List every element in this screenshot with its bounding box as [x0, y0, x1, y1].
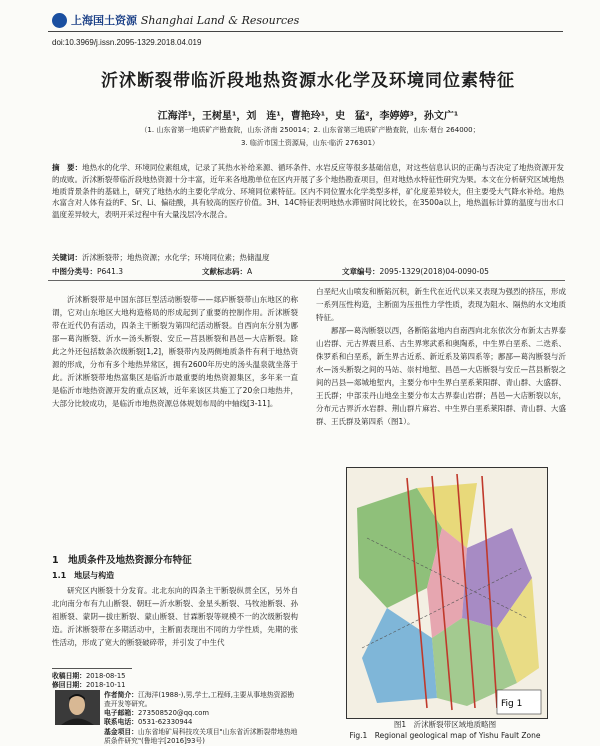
figure-caption-cn: 图1 沂沭断裂带区域地质略图 [393, 720, 497, 729]
intro-paragraph: 沂沭断裂带是中国东部巨型活动断裂带——郯庐断裂带山东地区的称谓，它对山东地区大地构造格局的形成起到了重要的控制作用。沂沭断裂带在近代仍有活动，四条主干断裂为第四纪活动断裂。自西向东分别为鄌郚—葛沟断裂、沂水—汤头断裂、安丘—莒县断裂和昌邑—大店断裂。除此之外还包括数条次级断裂[1,2]，断裂带内及两侧地质条件有利于地热资源的形成，分布有多个地热异常区，拥有2600年历史的汤头温泉就坐落于此。沂沭断裂带地热富集区是临沂市最重要的地热资源集区，多年来一直是临沂市地热资源开发的重点区域，近年来该区共施工了20余口地热井，大部分比较成功，是临沂市地热资源总体规划布局的中轴线[3-11]。 [52, 295, 298, 408]
footnote-rule [52, 668, 132, 669]
column-rule [48, 280, 565, 281]
doc-code-label: 文献标志码： [202, 267, 247, 276]
keywords-text: 沂沭断裂带；地热资源；水化学；环境同位素；热储温度 [82, 253, 270, 262]
author-list: 江海洋¹，王树星¹，刘 连¹，曹艳玲¹，史 猛²，李婷婷³，孙文广¹ [157, 111, 459, 122]
note-phone: 联系电话：0531-62330944 [104, 718, 193, 727]
doi[interactable]: doi:10.3969/j.issn.2095-1329.2018.04.019 [52, 38, 202, 47]
left-column-body [52, 584, 298, 649]
right-para-2: 鄌郚—葛沟断裂以西，各断陷盆地内自南西向北东依次分布新太古界泰山岩群、元古界震旦系、古生界寒武系和奥陶系，中生界白垩系、二迭系、侏罗系和白垩系，新生界古近系、新近系及第四系等；鄌郚—葛沟断裂与沂水—汤头断裂之间的马站、崇村地堑、昌邑—大店断裂与安丘—莒县断裂之间的吕县—郯城地堑内，主要分布中生界白垩系莱阳群、青山群、大盛群、王氏群；中部汞丹山地垒主要分布太古界泰山岩群；昌邑—大店断裂以东，分布元古界沂水岩群、荆山群片麻岩、中生界白垩系莱阳群、青山群、大盛群、王氏群及第四系（图1）。 [316, 326, 566, 426]
journal-name-en: Shanghai Land & Resources [140, 14, 300, 27]
abstract-text: 地热水的化学、环境同位素组成，记录了其热水补给来源、循环条件、水岩反应等很多基础信息，对这些信息认识的正确与否决定了地热资源开发的成败。沂沭断裂带临沂段地热资源十分丰富，近年来各地勘单位在区内开展了多个地热勘查项目，但对地热水特征性研究为果。本文在分析研究区域地热地质背景条件的基础上，研究了地热水的主要化学成分、环境同位素特征。区内不同位置水化学类型多样，矿化度差异较大，但主要受大气降水补给。地热水富含对人体有益的F、Sr、Li、偏硅酸，具有较高的医疗价值。3H、14C特征表明地热水滞留时间比较长，在3500a以上，地热温标计算的温度与出水口温度差异较大，表明开采过程中有大量浅层冷水混合。 [52, 163, 565, 220]
author-photo [55, 690, 100, 725]
author-photo-image [55, 690, 100, 725]
note-email: 电子邮箱：273508520@qq.com [104, 709, 210, 718]
geological-map [346, 467, 548, 719]
header-rule [48, 31, 563, 32]
left-column-intro [52, 293, 298, 410]
body-paragraph: 研究区内断裂十分发育。北北东向的四条主干断裂纵贯全区，另外自北向南分布有九山断裂、朝旺—沂水断裂、金星头断裂、马牧池断裂、孙祖断裂、蒙阴—拔庄断裂、蒙山断裂、甘霖断裂等规模不一的次级断裂构造。沂沭断裂带在多期活动中，主断面表现出不同的力学性质，先期的张性活动，形成了宽大的断裂破碎带，并引发了中生代 [52, 586, 298, 647]
section-1-heading: 1 地质条件及地热资源分布特征 [52, 555, 192, 566]
paper-title: 沂沭断裂带临沂段地热资源水化学及环境同位素特征 [101, 71, 515, 91]
affiliation-line-1: （1. 山东省第一地质矿产勘查院，山东·济南 250014；2. 山东省第三地质矿产勘查院，山东·烟台 264000； [140, 126, 480, 134]
map-figure-label: Fig 1 [501, 699, 523, 709]
doc-code: A [247, 267, 253, 276]
abstract-label: 摘 要： [52, 163, 83, 172]
keywords [52, 252, 564, 263]
article-no: 2095-1329(2018)04-0090-05 [379, 267, 489, 276]
geological-map-figure [347, 468, 547, 718]
note-revised: 修回日期：2018-10-11 [52, 681, 126, 690]
section-1-1-heading: 1.1 地层与构造 [52, 571, 115, 580]
journal-name [71, 12, 299, 28]
figure-caption [320, 719, 570, 741]
abstract [52, 162, 564, 221]
figure-caption-en: Fig.1 Regional geological map of Yishu Fault Zone [349, 731, 541, 740]
article-no-label: 文章编号： [342, 267, 380, 276]
journal-logo [52, 13, 67, 28]
classification-line [52, 266, 564, 277]
keywords-label: 关键词： [52, 253, 82, 262]
clc-label: 中图分类号： [52, 267, 97, 276]
clc-code: P641.3 [97, 267, 123, 276]
right-column [316, 285, 566, 428]
note-author-bio: 作者简介：江海洋(1988-),男,学士,工程师,主要从事地热资源勘查开发等研究。 [104, 690, 295, 708]
right-para-1: 白垩纪火山喷发和断陷沉积，新生代在近代以来又表现为强烈的挤压，形成一系列压性构造，主断面为压扭性力学性质，表现为阻水、隔热的水文地质特征。 [316, 287, 566, 322]
note-funding: 基金项目：山东省地矿局科技攻关项目"山东省沂沭断裂带地热地质条件研究"(鲁地字[2016]93号) [104, 727, 298, 746]
journal-name-cn: 上海国土资源 [71, 14, 137, 27]
affiliation-line-2: 3. 临沂市国土资源局，山东·临沂 276301） [240, 139, 380, 147]
note-received: 收稿日期：2018-08-15 [52, 672, 126, 680]
